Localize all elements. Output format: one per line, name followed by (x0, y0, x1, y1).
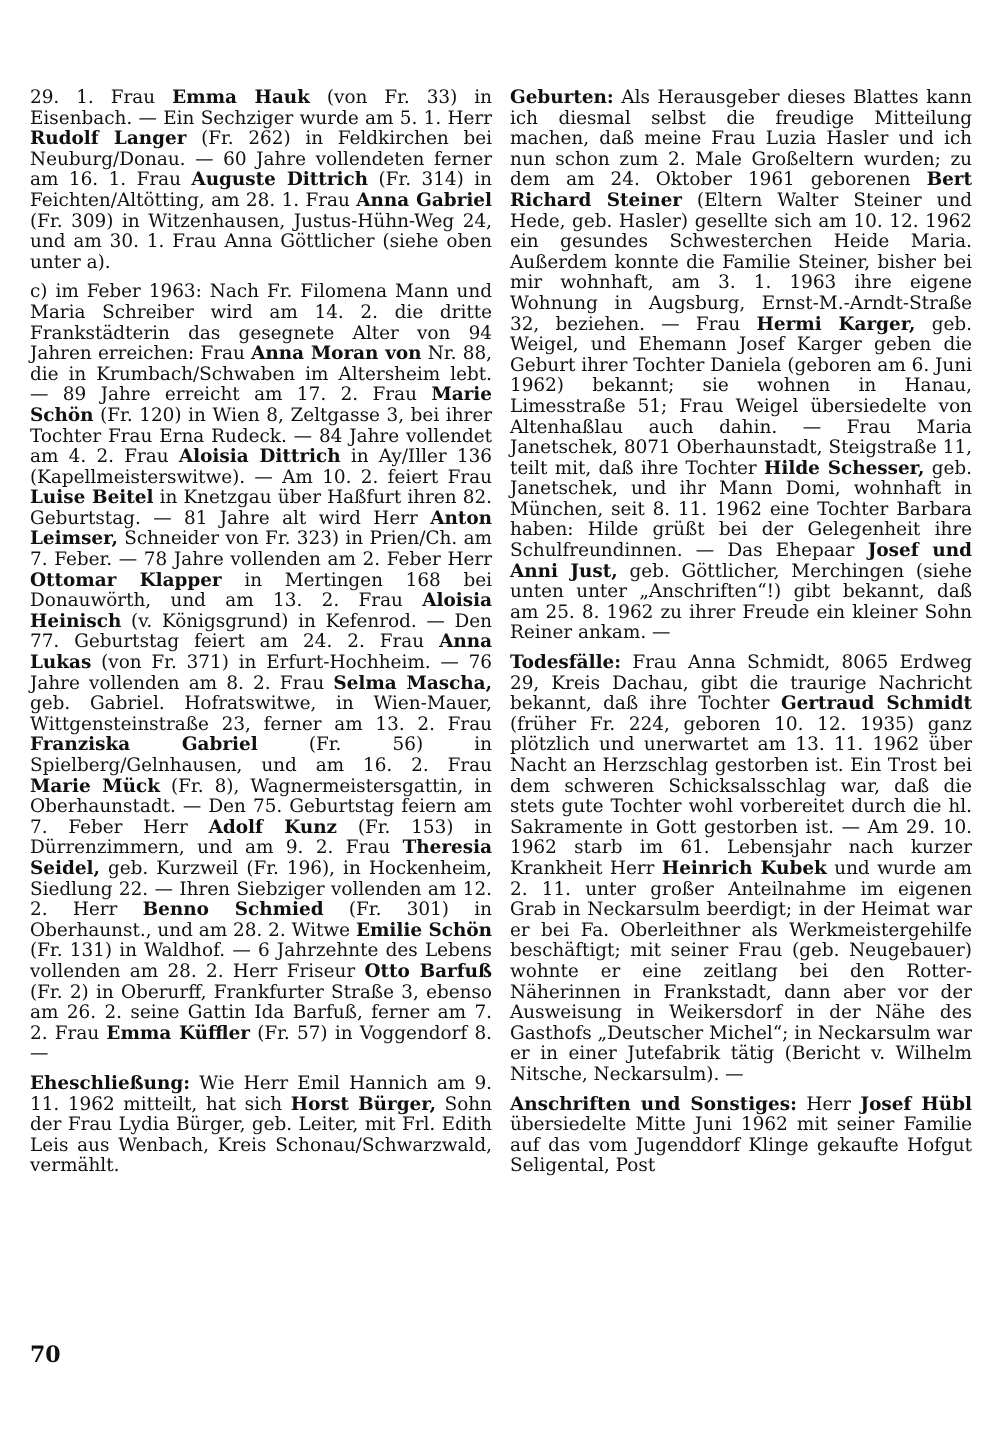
bold-name: Emilie Schön (355, 919, 492, 941)
text-run: Herr (796, 1093, 861, 1115)
text-run: Wie Herr Emil Hannich am 9. 11. 1962 mitteilt, hat sich (30, 1072, 492, 1115)
text-run: (v. Königsgrund) in Kefenrod. — Den 77. Geburtstag feiert am 24. 2. Frau (30, 610, 492, 653)
bold-name: Todesfälle: (510, 652, 622, 674)
bold-name: Benno Schmied (142, 899, 324, 921)
bold-name: Anton Leimser, (30, 507, 492, 550)
text-run: (Fr. 309) in Witzenhausen, Justus-Hühn-Weg 24, und am 30. 1. Frau Anna Göttlicher (siehe oben unter a). (30, 210, 492, 273)
text-run: Sohn der Frau Lydia Bürger, geb. Leiter, mit Frl. Edith Leis aus Wenbach, Kreis Schonau/Schwarzwald, vermählt. (30, 1093, 492, 1177)
bold-name: Aloisia Heinisch (30, 590, 492, 632)
text-run: (Fr. 131) in Waldhof. — 6 Jahrzehnte des Lebens vollenden am 28. 2. Herr Friseur (30, 940, 492, 982)
page-number: 70 (30, 1342, 61, 1368)
text-run: c) im Feber 1963: Nach Fr. Filomena Mann und Maria Schreiber wird am 14. 2. die dritte Frankstädterin das gesegnete Alter von 94 Jahren erreichen: Frau (30, 281, 492, 365)
text-run: (früher Fr. 224, geboren 10. 12. 1935) ganz plötzlich und unerwartet am 13. 11. 1962 über Nacht an Herzschlag gestorben ist. Ein Trost bei dem schweren Schicksalsschlag war, daß die stets gute Tochter wohl vorbereitet durch die hl. Sakramente in Gott gestorben ist. — Am 29. 10. 1962 starb im 61. Lebensjahr nach kurzer Krankheit Herr (510, 713, 972, 879)
text-run: (Eltern Walter Steiner und Hede, geb. Hasler) gesellte sich am 10. 12. 1962 ein gesundes Schwesterchen Heide Maria. Außerdem konnte die Familie Steiner, bisher bei mir wohnhaft, am 3. 1. 1963 ihre eigene Wohnung in Augsburg, Ernst-M.-Arndt-Straße 32, beziehen. — Frau (510, 189, 972, 335)
text-run: Frau Anna Schmidt, 8065 Erdweg 29, Kreis Dachau, gibt die traurige Nachricht bekannt, daß ihre Tochter (510, 652, 972, 715)
text-run: geb. Göttlicher, Merchingen (siehe unten unter „Anschriften“!) gibt bekannt, daß am 25. 8. 1962 zu ihrer Freude ein kleiner Sohn Reiner ankam. — (510, 560, 972, 644)
bold-name: Emma Hauk (172, 87, 310, 108)
text-run: (Fr. 262) in Feldkirchen bei Neuburg/Donau. — 60 Jahre vollendeten ferner am 16. 1. Frau (30, 128, 492, 191)
text-run: (Fr. 2) in Oberurff, Frankfurter Straße 3, ebenso am 26. 2. seine Gattin Ida Barfuß, ferner am 7. 2. Frau (30, 981, 492, 1044)
text-run: (Fr. 153) in Dürrenzimmern, und am 9. 2. Frau (30, 816, 492, 859)
bold-name: Anna Moran von (251, 343, 422, 365)
bold-name: Auguste Dittrich (191, 169, 369, 191)
text-run: (Fr. 314) in Feichten/Altötting, am 28. 1. Frau (30, 169, 492, 211)
text-run: in Ay/Iller 136 (Kapellmeisterswitwe). — Am 10. 2. feiert Frau (30, 446, 492, 488)
text-run: Schneider von Fr. 323) in Prien/Ch. am 7. Feber. — 78 Jahre vollenden am 2. Feber Herr (30, 528, 492, 571)
bold-name: Luise Beitel (30, 487, 154, 509)
bold-name: Theresia Seidel, (30, 837, 492, 879)
bold-name: Josef und Anni Just, (510, 540, 973, 582)
text-run: geb. Weigel, und Ehemann Josef Karger geben die Geburt ihrer Tochter Daniela (geboren am 6. Juni 1962) bekannt; sie wohnen in Hanau, Limesstraße 51; Frau Weigel übersiedelte von Altenhaßlau auch dahin. — Frau Maria Janetschek, 8071 Oberhaunstadt, Steigstraße 11, teilt mit, daß ihre Tochter (510, 313, 972, 479)
text-run: übersiedelte Mitte Juni 1962 mit seiner Familie auf das vom Jugenddorf Klinge gekaufte Hofgut Seligental, Post (510, 1114, 972, 1177)
bold-name: Adolf Kunz (208, 816, 338, 838)
left-column (30, 88, 492, 1177)
bold-name: Anna Gabriel (356, 189, 492, 211)
text-run: (Fr. 301) in Oberhaunst., und am 28. 2. Witwe (30, 899, 492, 941)
text-run: geb. Gabriel. Hofratswitwe, in Wien-Mauer, Wittgensteinstraße 23, ferner am 13. 2. Frau (30, 693, 492, 735)
bold-name: Aloisia Dittrich (178, 446, 341, 468)
marriage-paragraph (30, 1074, 492, 1177)
bold-name: Ottomar Klapper (30, 569, 222, 591)
bold-name: Anschriften und Sonstiges: (510, 1093, 797, 1115)
text-run: (Fr. 57) in Voggendorf 8. — (30, 1022, 492, 1065)
text-run: (Fr. 56) in Spielberg/Gelnhausen, und am 16. 2. Frau (30, 734, 492, 776)
addresses-paragraph (510, 1095, 972, 1177)
text-run: und wurde am 2. 11. unter großer Anteilnahme im eigenen Grab in Neckarsulm beerdigt; in der Heimat war er bei Fa. Oberleithner als Werkmeistergehilfe beschäftigt; mit seiner Frau (geb. Neugebauer) wohnte er eine zeitlang bei den Rotter-Näherinnen in Frankstadt, dann aber vor der Ausweisung in Weikersdorf in der Nähe des Gasthofs „Deutscher Michel“; in Neckarsulm war er in einer Jutefabrik tätig (Bericht v. Wilhelm Nitsche, Neckarsulm). — (510, 857, 972, 1085)
text-run: in Knetzgau über Haßfurt ihren 82. Geburtstag. — 81 Jahre alt wird Herr (30, 487, 492, 529)
deaths-paragraph (510, 653, 972, 1085)
births-paragraph (510, 88, 972, 644)
text-run: (Fr. 8), Wagnermeistersgattin, in Oberhaunstadt. — Den 75. Geburtstag feiern am 7. Feber Herr (30, 775, 492, 838)
bold-name: Franziska Gabriel (30, 734, 258, 756)
text-run: geb. Kurzweil (Fr. 196), in Hockenheim, Siedlung 22. — Ihren Siebziger vollenden am 12. 2. Herr (30, 857, 492, 921)
bold-name: Hilde Schesser, (763, 457, 925, 479)
bold-name: Geburten: (510, 87, 614, 108)
text-run: 29. 1. Frau (30, 87, 173, 108)
text-run: geb. Janetschek, und ihr Mann Domi, wohnhaft in München, seit 8. 11. 1962 eine Tochter Barbara haben: Hilde grüßt bei der Gelegenheit ihre Schulfreundinnen. — Das Ehepaar (510, 457, 972, 562)
text-run: (von Fr. 371) in Erfurt-Hochheim. — 76 Jahre vollenden am 8. 2. Frau (30, 652, 492, 694)
text-run: in Mertingen 168 bei Donauwörth, und am 13. 2. Frau (30, 569, 492, 612)
bold-name: Rudolf Langer (30, 128, 187, 150)
bold-name: Josef Hübl (860, 1093, 972, 1115)
bold-name: Marie Schön (30, 384, 492, 426)
bold-name: Eheschließung: (30, 1072, 191, 1094)
birthdays-february-paragraph (30, 282, 492, 1065)
bold-name: Otto Barfuß (364, 960, 492, 982)
text-run: Nr. 88, die in Krumbach/Schwaben im Altersheim lebt. — 89 Jahre erreicht am 17. 2. Frau (30, 343, 492, 406)
bold-name: Bert Richard Steiner (510, 169, 972, 211)
bold-name: Hermi Karger, (756, 313, 916, 335)
bold-name: Emma Küffler (106, 1022, 250, 1044)
birthdays-january-paragraph (30, 88, 492, 273)
text-run: (von Fr. 33) in Eisenbach. — Ein Sechziger wurde am 5. 1. Herr (30, 87, 492, 129)
bold-name: Marie Mück (30, 775, 160, 797)
bold-name: Gertraud Schmidt (780, 693, 972, 715)
bold-name: Heinrich Kubek (661, 857, 827, 879)
right-column (510, 88, 972, 1177)
bold-name: Selma Mascha, (333, 672, 492, 694)
bold-name: Anna Lukas (30, 631, 492, 674)
bold-name: Horst Bürger, (290, 1093, 437, 1115)
text-run: (Fr. 120) in Wien 8, Zeltgasse 3, bei ihrer Tochter Frau Erna Rudeck. — 84 Jahre vollendet am 4. 2. Frau (30, 404, 492, 468)
text-run: Als Herausgeber dieses Blattes kann ich diesmal selbst die freudige Mitteilung machen, daß meine Frau Luzia Hasler und ich nun schon zum 2. Male Großeltern wurden; zu dem am 24. Oktober 1961 geborenen (510, 87, 972, 191)
